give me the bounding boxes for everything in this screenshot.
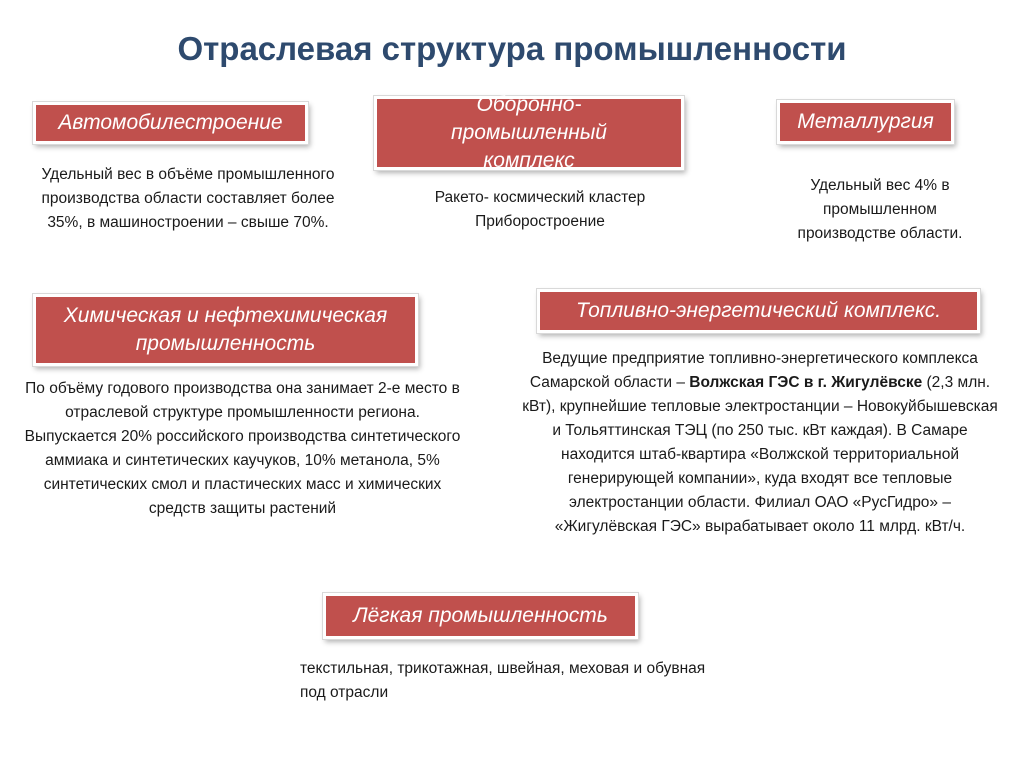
section-light-text: текстильная, трикотажная, швейная, меховая и обувная под отрасли <box>300 660 706 701</box>
section-fuel-label: Топливно-энергетический комплекс. <box>537 289 980 333</box>
section-auto-text: Удельный вес в объёме промышленного производства области составляет более 35%, в машиностроении – свыше 70%. <box>41 166 335 231</box>
section-fuel-text-bold: Волжская ГЭС в г. Жигулёвске <box>689 374 923 391</box>
section-defense-label: Оборонно-промышленный комплекс <box>374 96 684 170</box>
section-light-label: Лёгкая промышленность <box>323 593 638 639</box>
section-chem-label: Химическая и нефтехимическая промышленность <box>33 294 418 366</box>
section-auto-label: Автомобилестроение <box>33 102 308 144</box>
section-metal-label: Металлургия <box>777 100 954 144</box>
section-defense-line1: Ракето- космический кластер <box>434 189 646 206</box>
section-metal-text: Удельный вес 4% в промышленном производстве области. <box>797 177 963 242</box>
section-fuel-text <box>520 347 1000 539</box>
section-chem-text: По объёму годового производства она занимает 2-е место в отраслевой структуре промышленности региона. Выпускается 20% российского производства синтетического аммиака и синтетических каучуков, 10% метанола, 5% синтетических смол и пластических масс и химических средств защиты растений <box>24 380 461 517</box>
section-defense-line2: Приборостроение <box>475 213 605 230</box>
section-fuel-text-c: (2,3 млн. кВт), крупнейшие тепловые электростанции – Новокуйбышевская и Тольяттинская ТЭЦ (по 250 тыс. кВт каждая). В Самаре находится штаб-квартира «Волжской территориальной генерирующей компании», куда входят все тепловые электростанции области. Филиал ОАО «РусГидро» – «Жигулёвская ГЭС» вырабатывает около 11 млрд. кВт/ч. <box>522 374 998 535</box>
section-fuel-text-a: Ведущие предприятие топливно-энергетического комплекса Самарской области – <box>529 350 978 391</box>
page-title: Отраслевая структура промышленности <box>177 30 847 67</box>
